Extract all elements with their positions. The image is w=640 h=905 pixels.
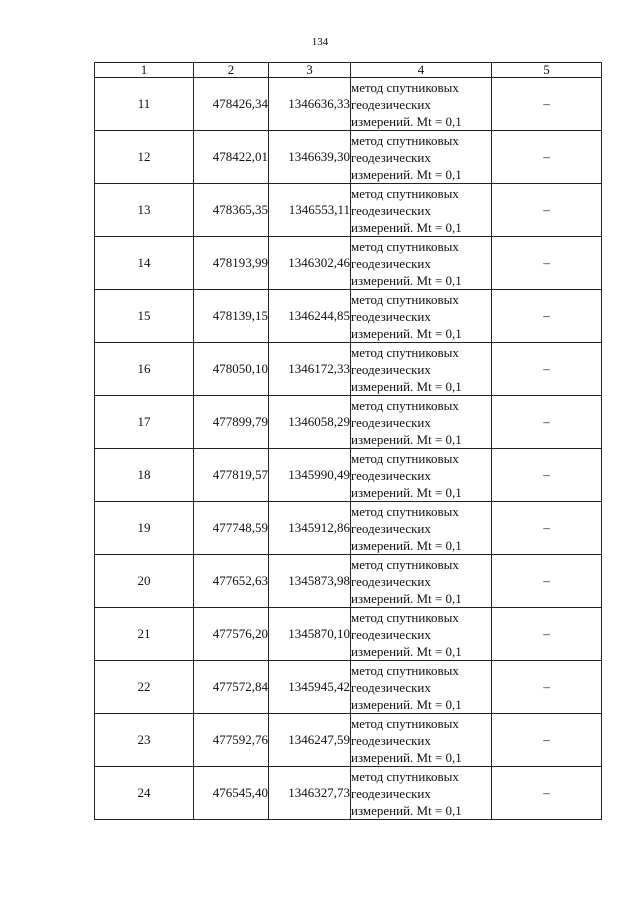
note-cell: – (492, 131, 602, 184)
point-number-cell: 20 (95, 555, 194, 608)
y-coordinate-cell: 1346327,73 (269, 767, 351, 820)
method-line: метод спутниковых (351, 185, 459, 201)
y-coordinate-cell: 1346553,11 (269, 184, 351, 237)
point-number-cell: 19 (95, 502, 194, 555)
method-line: метод спутниковых (351, 79, 459, 95)
method-line: геодезических (351, 202, 431, 218)
method-cell (351, 661, 492, 714)
method-line: геодезических (351, 732, 431, 748)
table-row (95, 184, 602, 237)
method-line: измерений. Mt = 0,1 (351, 378, 462, 394)
point-number-cell: 21 (95, 608, 194, 661)
method-line: измерений. Mt = 0,1 (351, 802, 462, 818)
note-cell: – (492, 449, 602, 502)
x-coordinate-cell: 477572,84 (194, 661, 269, 714)
y-coordinate-cell: 1345912,86 (269, 502, 351, 555)
table-row (95, 396, 602, 449)
y-coordinate-cell: 1346058,29 (269, 396, 351, 449)
y-coordinate-cell: 1346247,59 (269, 714, 351, 767)
method-line: измерений. Mt = 0,1 (351, 113, 462, 129)
table-row (95, 608, 602, 661)
note-cell: – (492, 237, 602, 290)
method-line: метод спутниковых (351, 344, 459, 360)
method-line: метод спутниковых (351, 397, 459, 413)
method-line: измерений. Mt = 0,1 (351, 643, 462, 659)
note-cell: – (492, 78, 602, 131)
method-line: метод спутниковых (351, 503, 459, 519)
table-row (95, 449, 602, 502)
page-number: 134 (311, 36, 329, 48)
table-row (95, 555, 602, 608)
method-line: геодезических (351, 255, 431, 271)
method-line: геодезических (351, 414, 431, 430)
method-line: измерений. Mt = 0,1 (351, 166, 462, 182)
method-line: геодезических (351, 467, 431, 483)
table-body (95, 78, 602, 820)
point-number-cell: 11 (95, 78, 194, 131)
method-cell (351, 184, 492, 237)
method-line: геодезических (351, 679, 431, 695)
method-line: измерений. Mt = 0,1 (351, 590, 462, 606)
point-number-cell: 18 (95, 449, 194, 502)
method-cell (351, 78, 492, 131)
method-cell (351, 608, 492, 661)
table-row (95, 714, 602, 767)
method-line: метод спутниковых (351, 768, 459, 784)
method-cell (351, 131, 492, 184)
method-cell (351, 343, 492, 396)
table-row (95, 661, 602, 714)
x-coordinate-cell: 477652,63 (194, 555, 269, 608)
table-row (95, 131, 602, 184)
x-coordinate-cell: 478422,01 (194, 131, 269, 184)
point-number-cell: 22 (95, 661, 194, 714)
table-row (95, 767, 602, 820)
y-coordinate-cell: 1346172,33 (269, 343, 351, 396)
method-line: метод спутниковых (351, 291, 459, 307)
method-line: метод спутниковых (351, 238, 459, 254)
method-cell (351, 767, 492, 820)
method-line: геодезических (351, 785, 431, 801)
method-line: метод спутниковых (351, 662, 459, 678)
method-line: измерений. Mt = 0,1 (351, 537, 462, 553)
point-number-cell: 12 (95, 131, 194, 184)
method-line: измерений. Mt = 0,1 (351, 272, 462, 288)
table-row (95, 78, 602, 131)
y-coordinate-cell: 1346302,46 (269, 237, 351, 290)
method-line: геодезических (351, 96, 431, 112)
column-header-4: 4 (351, 63, 492, 78)
point-number-cell: 17 (95, 396, 194, 449)
method-line: геодезических (351, 308, 431, 324)
method-line: метод спутниковых (351, 450, 459, 466)
x-coordinate-cell: 478139,15 (194, 290, 269, 343)
method-line: геодезических (351, 520, 431, 536)
method-cell (351, 502, 492, 555)
y-coordinate-cell: 1345945,42 (269, 661, 351, 714)
table-header-row (95, 63, 602, 78)
note-cell: – (492, 555, 602, 608)
method-line: измерений. Mt = 0,1 (351, 325, 462, 341)
method-line: измерений. Mt = 0,1 (351, 219, 462, 235)
point-number-cell: 13 (95, 184, 194, 237)
method-line: метод спутниковых (351, 132, 459, 148)
method-line: метод спутниковых (351, 715, 459, 731)
method-line: измерений. Mt = 0,1 (351, 484, 462, 500)
x-coordinate-cell: 476545,40 (194, 767, 269, 820)
method-line: геодезических (351, 573, 431, 589)
y-coordinate-cell: 1345873,98 (269, 555, 351, 608)
note-cell: – (492, 343, 602, 396)
coordinates-table (94, 62, 602, 820)
x-coordinate-cell: 478050,10 (194, 343, 269, 396)
note-cell: – (492, 290, 602, 343)
method-line: метод спутниковых (351, 556, 459, 572)
note-cell: – (492, 608, 602, 661)
point-number-cell: 14 (95, 237, 194, 290)
y-coordinate-cell: 1346636,33 (269, 78, 351, 131)
x-coordinate-cell: 477576,20 (194, 608, 269, 661)
x-coordinate-cell: 477899,79 (194, 396, 269, 449)
note-cell: – (492, 714, 602, 767)
x-coordinate-cell: 478426,34 (194, 78, 269, 131)
method-line: геодезических (351, 361, 431, 377)
note-cell: – (492, 502, 602, 555)
x-coordinate-cell: 477819,57 (194, 449, 269, 502)
note-cell: – (492, 661, 602, 714)
method-line: измерений. Mt = 0,1 (351, 749, 462, 765)
table-row (95, 343, 602, 396)
y-coordinate-cell: 1345870,10 (269, 608, 351, 661)
table-row (95, 290, 602, 343)
method-line: метод спутниковых (351, 609, 459, 625)
column-header-2: 2 (194, 63, 269, 78)
y-coordinate-cell: 1346639,30 (269, 131, 351, 184)
method-cell (351, 449, 492, 502)
method-line: геодезических (351, 149, 431, 165)
column-header-1: 1 (95, 63, 194, 78)
x-coordinate-cell: 477748,59 (194, 502, 269, 555)
note-cell: – (492, 396, 602, 449)
point-number-cell: 15 (95, 290, 194, 343)
y-coordinate-cell: 1345990,49 (269, 449, 351, 502)
method-line: измерений. Mt = 0,1 (351, 696, 462, 712)
method-line: геодезических (351, 626, 431, 642)
note-cell: – (492, 184, 602, 237)
x-coordinate-cell: 478193,99 (194, 237, 269, 290)
point-number-cell: 23 (95, 714, 194, 767)
x-coordinate-cell: 477592,76 (194, 714, 269, 767)
column-header-3: 3 (269, 63, 351, 78)
table-row (95, 237, 602, 290)
method-cell (351, 714, 492, 767)
x-coordinate-cell: 478365,35 (194, 184, 269, 237)
point-number-cell: 24 (95, 767, 194, 820)
method-cell (351, 290, 492, 343)
point-number-cell: 16 (95, 343, 194, 396)
method-cell (351, 237, 492, 290)
y-coordinate-cell: 1346244,85 (269, 290, 351, 343)
note-cell: – (492, 767, 602, 820)
table-row (95, 502, 602, 555)
method-line: измерений. Mt = 0,1 (351, 431, 462, 447)
column-header-5: 5 (492, 63, 602, 78)
method-cell (351, 396, 492, 449)
method-cell (351, 555, 492, 608)
